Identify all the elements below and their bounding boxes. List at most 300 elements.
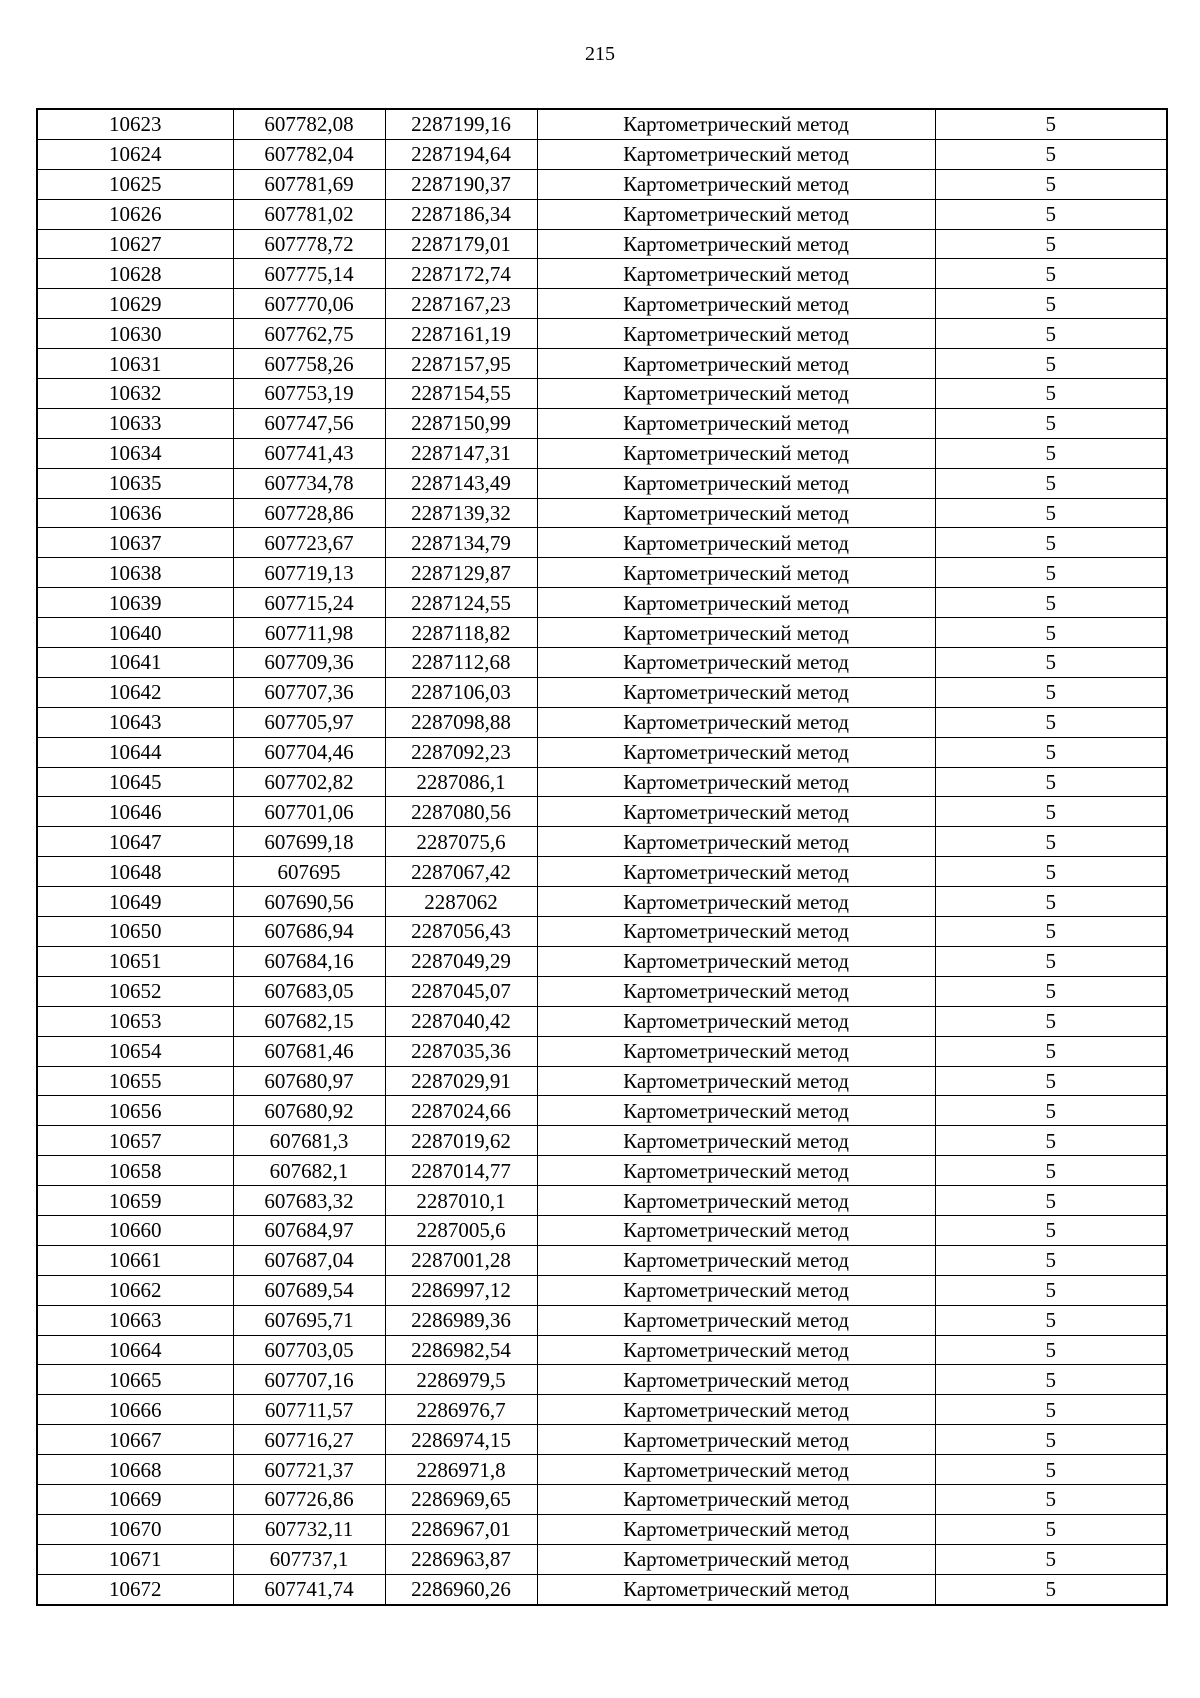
point-number-cell: 10633	[37, 408, 233, 438]
accuracy-cell: 5	[935, 767, 1167, 797]
x-coordinate-cell: 607681,3	[233, 1126, 385, 1156]
point-number-cell: 10647	[37, 827, 233, 857]
method-cell: Картометрический метод	[537, 1126, 935, 1156]
x-coordinate-cell: 607683,32	[233, 1186, 385, 1216]
x-coordinate-cell: 607682,15	[233, 1006, 385, 1036]
point-number-cell: 10637	[37, 528, 233, 558]
x-coordinate-cell: 607680,97	[233, 1066, 385, 1096]
y-coordinate-cell: 2286969,65	[385, 1484, 537, 1514]
table-row	[37, 1036, 1167, 1066]
point-number-cell: 10635	[37, 468, 233, 498]
y-coordinate-cell: 2287010,1	[385, 1186, 537, 1216]
point-number-cell: 10672	[37, 1574, 233, 1604]
point-number-cell: 10625	[37, 169, 233, 199]
method-cell: Картометрический метод	[537, 1245, 935, 1275]
point-number-cell: 10645	[37, 767, 233, 797]
point-number-cell: 10643	[37, 707, 233, 737]
table-row	[37, 1096, 1167, 1126]
method-cell: Картометрический метод	[537, 319, 935, 349]
point-number-cell: 10641	[37, 648, 233, 678]
accuracy-cell: 5	[935, 1574, 1167, 1604]
x-coordinate-cell: 607699,18	[233, 827, 385, 857]
method-cell: Картометрический метод	[537, 349, 935, 379]
accuracy-cell: 5	[935, 1066, 1167, 1096]
accuracy-cell: 5	[935, 468, 1167, 498]
y-coordinate-cell: 2287019,62	[385, 1126, 537, 1156]
x-coordinate-cell: 607707,16	[233, 1365, 385, 1395]
x-coordinate-cell: 607758,26	[233, 349, 385, 379]
x-coordinate-cell: 607686,94	[233, 917, 385, 947]
x-coordinate-cell: 607684,16	[233, 946, 385, 976]
table-row	[37, 677, 1167, 707]
accuracy-cell: 5	[935, 737, 1167, 767]
method-cell: Картометрический метод	[537, 588, 935, 618]
table-row	[37, 408, 1167, 438]
y-coordinate-cell: 2287024,66	[385, 1096, 537, 1126]
table-row	[37, 1215, 1167, 1245]
y-coordinate-cell: 2286974,15	[385, 1425, 537, 1455]
table-row	[37, 169, 1167, 199]
method-cell: Картометрический метод	[537, 558, 935, 588]
table-row	[37, 1066, 1167, 1096]
method-cell: Картометрический метод	[537, 917, 935, 947]
point-number-cell: 10669	[37, 1484, 233, 1514]
accuracy-cell: 5	[935, 1245, 1167, 1275]
x-coordinate-cell: 607690,56	[233, 887, 385, 917]
x-coordinate-cell: 607695	[233, 857, 385, 887]
method-cell: Картометрический метод	[537, 259, 935, 289]
y-coordinate-cell: 2287150,99	[385, 408, 537, 438]
method-cell: Картометрический метод	[537, 1425, 935, 1455]
x-coordinate-cell: 607775,14	[233, 259, 385, 289]
x-coordinate-cell: 607770,06	[233, 289, 385, 319]
point-number-cell: 10630	[37, 319, 233, 349]
y-coordinate-cell: 2287086,1	[385, 767, 537, 797]
x-coordinate-cell: 607711,98	[233, 618, 385, 648]
table-row	[37, 349, 1167, 379]
table-row	[37, 1484, 1167, 1514]
point-number-cell: 10634	[37, 438, 233, 468]
coordinates-table-body	[37, 109, 1167, 1605]
y-coordinate-cell: 2287190,37	[385, 169, 537, 199]
y-coordinate-cell: 2286979,5	[385, 1365, 537, 1395]
y-coordinate-cell: 2287092,23	[385, 737, 537, 767]
table-row	[37, 558, 1167, 588]
x-coordinate-cell: 607753,19	[233, 379, 385, 409]
point-number-cell: 10656	[37, 1096, 233, 1126]
method-cell: Картометрический метод	[537, 1275, 935, 1305]
x-coordinate-cell: 607737,1	[233, 1544, 385, 1574]
point-number-cell: 10648	[37, 857, 233, 887]
x-coordinate-cell: 607778,72	[233, 229, 385, 259]
accuracy-cell: 5	[935, 648, 1167, 678]
y-coordinate-cell: 2287179,01	[385, 229, 537, 259]
y-coordinate-cell: 2287098,88	[385, 707, 537, 737]
x-coordinate-cell: 607782,04	[233, 139, 385, 169]
x-coordinate-cell: 607728,86	[233, 498, 385, 528]
accuracy-cell: 5	[935, 558, 1167, 588]
x-coordinate-cell: 607695,71	[233, 1305, 385, 1335]
method-cell: Картометрический метод	[537, 1096, 935, 1126]
point-number-cell: 10639	[37, 588, 233, 618]
method-cell: Картометрический метод	[537, 289, 935, 319]
table-row	[37, 946, 1167, 976]
x-coordinate-cell: 607741,43	[233, 438, 385, 468]
table-row	[37, 109, 1167, 139]
point-number-cell: 10666	[37, 1395, 233, 1425]
y-coordinate-cell: 2287045,07	[385, 976, 537, 1006]
point-number-cell: 10646	[37, 797, 233, 827]
y-coordinate-cell: 2287062	[385, 887, 537, 917]
accuracy-cell: 5	[935, 857, 1167, 887]
y-coordinate-cell: 2287040,42	[385, 1006, 537, 1036]
method-cell: Картометрический метод	[537, 139, 935, 169]
y-coordinate-cell: 2287080,56	[385, 797, 537, 827]
y-coordinate-cell: 2287147,31	[385, 438, 537, 468]
accuracy-cell: 5	[935, 976, 1167, 1006]
x-coordinate-cell: 607716,27	[233, 1425, 385, 1455]
table-row	[37, 1425, 1167, 1455]
y-coordinate-cell: 2287067,42	[385, 857, 537, 887]
accuracy-cell: 5	[935, 618, 1167, 648]
accuracy-cell: 5	[935, 677, 1167, 707]
method-cell: Картометрический метод	[537, 1066, 935, 1096]
accuracy-cell: 5	[935, 1425, 1167, 1455]
accuracy-cell: 5	[935, 229, 1167, 259]
x-coordinate-cell: 607704,46	[233, 737, 385, 767]
method-cell: Картометрический метод	[537, 379, 935, 409]
x-coordinate-cell: 607734,78	[233, 468, 385, 498]
method-cell: Картометрический метод	[537, 618, 935, 648]
method-cell: Картометрический метод	[537, 1186, 935, 1216]
table-row	[37, 917, 1167, 947]
x-coordinate-cell: 607702,82	[233, 767, 385, 797]
method-cell: Картометрический метод	[537, 229, 935, 259]
x-coordinate-cell: 607721,37	[233, 1455, 385, 1485]
point-number-cell: 10670	[37, 1514, 233, 1544]
y-coordinate-cell: 2286989,36	[385, 1305, 537, 1335]
y-coordinate-cell: 2287199,16	[385, 109, 537, 139]
point-number-cell: 10632	[37, 379, 233, 409]
table-row	[37, 1305, 1167, 1335]
accuracy-cell: 5	[935, 139, 1167, 169]
y-coordinate-cell: 2286963,87	[385, 1544, 537, 1574]
y-coordinate-cell: 2287118,82	[385, 618, 537, 648]
point-number-cell: 10653	[37, 1006, 233, 1036]
point-number-cell: 10624	[37, 139, 233, 169]
table-row	[37, 379, 1167, 409]
accuracy-cell: 5	[935, 408, 1167, 438]
method-cell: Картометрический метод	[537, 1036, 935, 1066]
table-row	[37, 199, 1167, 229]
method-cell: Картометрический метод	[537, 169, 935, 199]
table-row	[37, 1335, 1167, 1365]
table-row	[37, 827, 1167, 857]
point-number-cell: 10623	[37, 109, 233, 139]
method-cell: Картометрический метод	[537, 199, 935, 229]
y-coordinate-cell: 2286960,26	[385, 1574, 537, 1604]
y-coordinate-cell: 2286982,54	[385, 1335, 537, 1365]
x-coordinate-cell: 607747,56	[233, 408, 385, 438]
table-row	[37, 468, 1167, 498]
table-row	[37, 498, 1167, 528]
method-cell: Картометрический метод	[537, 1455, 935, 1485]
point-number-cell: 10629	[37, 289, 233, 319]
x-coordinate-cell: 607782,08	[233, 109, 385, 139]
x-coordinate-cell: 607687,04	[233, 1245, 385, 1275]
y-coordinate-cell: 2286971,8	[385, 1455, 537, 1485]
y-coordinate-cell: 2287167,23	[385, 289, 537, 319]
accuracy-cell: 5	[935, 528, 1167, 558]
point-number-cell: 10638	[37, 558, 233, 588]
accuracy-cell: 5	[935, 169, 1167, 199]
accuracy-cell: 5	[935, 1156, 1167, 1186]
table-row	[37, 588, 1167, 618]
x-coordinate-cell: 607719,13	[233, 558, 385, 588]
accuracy-cell: 5	[935, 1335, 1167, 1365]
table-row	[37, 438, 1167, 468]
table-row	[37, 1514, 1167, 1544]
method-cell: Картометрический метод	[537, 1484, 935, 1514]
accuracy-cell: 5	[935, 349, 1167, 379]
x-coordinate-cell: 607684,97	[233, 1215, 385, 1245]
x-coordinate-cell: 607726,86	[233, 1484, 385, 1514]
accuracy-cell: 5	[935, 259, 1167, 289]
y-coordinate-cell: 2287194,64	[385, 139, 537, 169]
method-cell: Картометрический метод	[537, 1006, 935, 1036]
x-coordinate-cell: 607781,69	[233, 169, 385, 199]
accuracy-cell: 5	[935, 1305, 1167, 1335]
point-number-cell: 10651	[37, 946, 233, 976]
point-number-cell: 10657	[37, 1126, 233, 1156]
accuracy-cell: 5	[935, 707, 1167, 737]
method-cell: Картометрический метод	[537, 707, 935, 737]
y-coordinate-cell: 2287134,79	[385, 528, 537, 558]
table-row	[37, 797, 1167, 827]
table-row	[37, 767, 1167, 797]
point-number-cell: 10671	[37, 1544, 233, 1574]
point-number-cell: 10649	[37, 887, 233, 917]
method-cell: Картометрический метод	[537, 528, 935, 558]
table-row	[37, 737, 1167, 767]
accuracy-cell: 5	[935, 1395, 1167, 1425]
x-coordinate-cell: 607711,57	[233, 1395, 385, 1425]
method-cell: Картометрический метод	[537, 1305, 935, 1335]
point-number-cell: 10650	[37, 917, 233, 947]
x-coordinate-cell: 607762,75	[233, 319, 385, 349]
table-row	[37, 1544, 1167, 1574]
point-number-cell: 10636	[37, 498, 233, 528]
point-number-cell: 10627	[37, 229, 233, 259]
y-coordinate-cell: 2287035,36	[385, 1036, 537, 1066]
accuracy-cell: 5	[935, 1096, 1167, 1126]
y-coordinate-cell: 2287139,32	[385, 498, 537, 528]
table-row	[37, 1455, 1167, 1485]
x-coordinate-cell: 607732,11	[233, 1514, 385, 1544]
method-cell: Картометрический метод	[537, 767, 935, 797]
accuracy-cell: 5	[935, 1514, 1167, 1544]
y-coordinate-cell: 2287106,03	[385, 677, 537, 707]
y-coordinate-cell: 2287186,34	[385, 199, 537, 229]
table-row	[37, 139, 1167, 169]
point-number-cell: 10663	[37, 1305, 233, 1335]
y-coordinate-cell: 2287056,43	[385, 917, 537, 947]
table-row	[37, 528, 1167, 558]
point-number-cell: 10655	[37, 1066, 233, 1096]
accuracy-cell: 5	[935, 917, 1167, 947]
x-coordinate-cell: 607715,24	[233, 588, 385, 618]
accuracy-cell: 5	[935, 379, 1167, 409]
y-coordinate-cell: 2287075,6	[385, 827, 537, 857]
x-coordinate-cell: 607709,36	[233, 648, 385, 678]
y-coordinate-cell: 2287172,74	[385, 259, 537, 289]
method-cell: Картометрический метод	[537, 1215, 935, 1245]
accuracy-cell: 5	[935, 946, 1167, 976]
accuracy-cell: 5	[935, 1126, 1167, 1156]
point-number-cell: 10668	[37, 1455, 233, 1485]
point-number-cell: 10631	[37, 349, 233, 379]
method-cell: Картометрический метод	[537, 887, 935, 917]
table-row	[37, 1365, 1167, 1395]
point-number-cell: 10652	[37, 976, 233, 1006]
x-coordinate-cell: 607682,1	[233, 1156, 385, 1186]
accuracy-cell: 5	[935, 797, 1167, 827]
accuracy-cell: 5	[935, 1036, 1167, 1066]
x-coordinate-cell: 607705,97	[233, 707, 385, 737]
y-coordinate-cell: 2286976,7	[385, 1395, 537, 1425]
x-coordinate-cell: 607741,74	[233, 1574, 385, 1604]
y-coordinate-cell: 2287154,55	[385, 379, 537, 409]
method-cell: Картометрический метод	[537, 408, 935, 438]
table-row	[37, 1186, 1167, 1216]
table-row	[37, 618, 1167, 648]
accuracy-cell: 5	[935, 827, 1167, 857]
point-number-cell: 10626	[37, 199, 233, 229]
accuracy-cell: 5	[935, 588, 1167, 618]
x-coordinate-cell: 607781,02	[233, 199, 385, 229]
method-cell: Картометрический метод	[537, 438, 935, 468]
x-coordinate-cell: 607703,05	[233, 1335, 385, 1365]
table-row	[37, 229, 1167, 259]
point-number-cell: 10667	[37, 1425, 233, 1455]
accuracy-cell: 5	[935, 319, 1167, 349]
table-row	[37, 319, 1167, 349]
point-number-cell: 10640	[37, 618, 233, 648]
y-coordinate-cell: 2287029,91	[385, 1066, 537, 1096]
method-cell: Картометрический метод	[537, 1514, 935, 1544]
accuracy-cell: 5	[935, 887, 1167, 917]
point-number-cell: 10644	[37, 737, 233, 767]
table-row	[37, 1156, 1167, 1186]
y-coordinate-cell: 2287124,55	[385, 588, 537, 618]
table-row	[37, 887, 1167, 917]
y-coordinate-cell: 2287014,77	[385, 1156, 537, 1186]
accuracy-cell: 5	[935, 498, 1167, 528]
method-cell: Картометрический метод	[537, 1574, 935, 1604]
accuracy-cell: 5	[935, 1186, 1167, 1216]
method-cell: Картометрический метод	[537, 468, 935, 498]
method-cell: Картометрический метод	[537, 827, 935, 857]
point-number-cell: 10658	[37, 1156, 233, 1186]
method-cell: Картометрический метод	[537, 737, 935, 767]
table-row	[37, 707, 1167, 737]
table-row	[37, 1275, 1167, 1305]
x-coordinate-cell: 607707,36	[233, 677, 385, 707]
method-cell: Картометрический метод	[537, 797, 935, 827]
accuracy-cell: 5	[935, 109, 1167, 139]
table-row	[37, 289, 1167, 319]
x-coordinate-cell: 607689,54	[233, 1275, 385, 1305]
table-row	[37, 1126, 1167, 1156]
page-number: 215	[585, 43, 615, 65]
y-coordinate-cell: 2287049,29	[385, 946, 537, 976]
y-coordinate-cell: 2287001,28	[385, 1245, 537, 1275]
accuracy-cell: 5	[935, 1484, 1167, 1514]
table-row	[37, 976, 1167, 1006]
method-cell: Картометрический метод	[537, 1365, 935, 1395]
table-row	[37, 1395, 1167, 1425]
method-cell: Картометрический метод	[537, 109, 935, 139]
table-row	[37, 648, 1167, 678]
method-cell: Картометрический метод	[537, 946, 935, 976]
method-cell: Картометрический метод	[537, 498, 935, 528]
table-row	[37, 259, 1167, 289]
x-coordinate-cell: 607723,67	[233, 528, 385, 558]
accuracy-cell: 5	[935, 1006, 1167, 1036]
y-coordinate-cell: 2287143,49	[385, 468, 537, 498]
accuracy-cell: 5	[935, 289, 1167, 319]
table-row	[37, 1245, 1167, 1275]
accuracy-cell: 5	[935, 1544, 1167, 1574]
accuracy-cell: 5	[935, 1365, 1167, 1395]
y-coordinate-cell: 2287005,6	[385, 1215, 537, 1245]
point-number-cell: 10654	[37, 1036, 233, 1066]
method-cell: Картометрический метод	[537, 677, 935, 707]
point-number-cell: 10659	[37, 1186, 233, 1216]
method-cell: Картометрический метод	[537, 648, 935, 678]
y-coordinate-cell: 2287161,19	[385, 319, 537, 349]
point-number-cell: 10642	[37, 677, 233, 707]
y-coordinate-cell: 2286997,12	[385, 1275, 537, 1305]
accuracy-cell: 5	[935, 1455, 1167, 1485]
table-row	[37, 1006, 1167, 1036]
method-cell: Картометрический метод	[537, 1395, 935, 1425]
accuracy-cell: 5	[935, 438, 1167, 468]
x-coordinate-cell: 607701,06	[233, 797, 385, 827]
x-coordinate-cell: 607683,05	[233, 976, 385, 1006]
point-number-cell: 10665	[37, 1365, 233, 1395]
x-coordinate-cell: 607680,92	[233, 1096, 385, 1126]
y-coordinate-cell: 2286967,01	[385, 1514, 537, 1544]
point-number-cell: 10628	[37, 259, 233, 289]
method-cell: Картометрический метод	[537, 1156, 935, 1186]
point-number-cell: 10664	[37, 1335, 233, 1365]
method-cell: Картометрический метод	[537, 1335, 935, 1365]
x-coordinate-cell: 607681,46	[233, 1036, 385, 1066]
method-cell: Картометрический метод	[537, 1544, 935, 1574]
accuracy-cell: 5	[935, 199, 1167, 229]
table-row	[37, 857, 1167, 887]
point-number-cell: 10662	[37, 1275, 233, 1305]
table-row	[37, 1574, 1167, 1604]
method-cell: Картометрический метод	[537, 857, 935, 887]
y-coordinate-cell: 2287157,95	[385, 349, 537, 379]
point-number-cell: 10660	[37, 1215, 233, 1245]
y-coordinate-cell: 2287129,87	[385, 558, 537, 588]
accuracy-cell: 5	[935, 1215, 1167, 1245]
coordinates-table	[36, 108, 1168, 1606]
accuracy-cell: 5	[935, 1275, 1167, 1305]
